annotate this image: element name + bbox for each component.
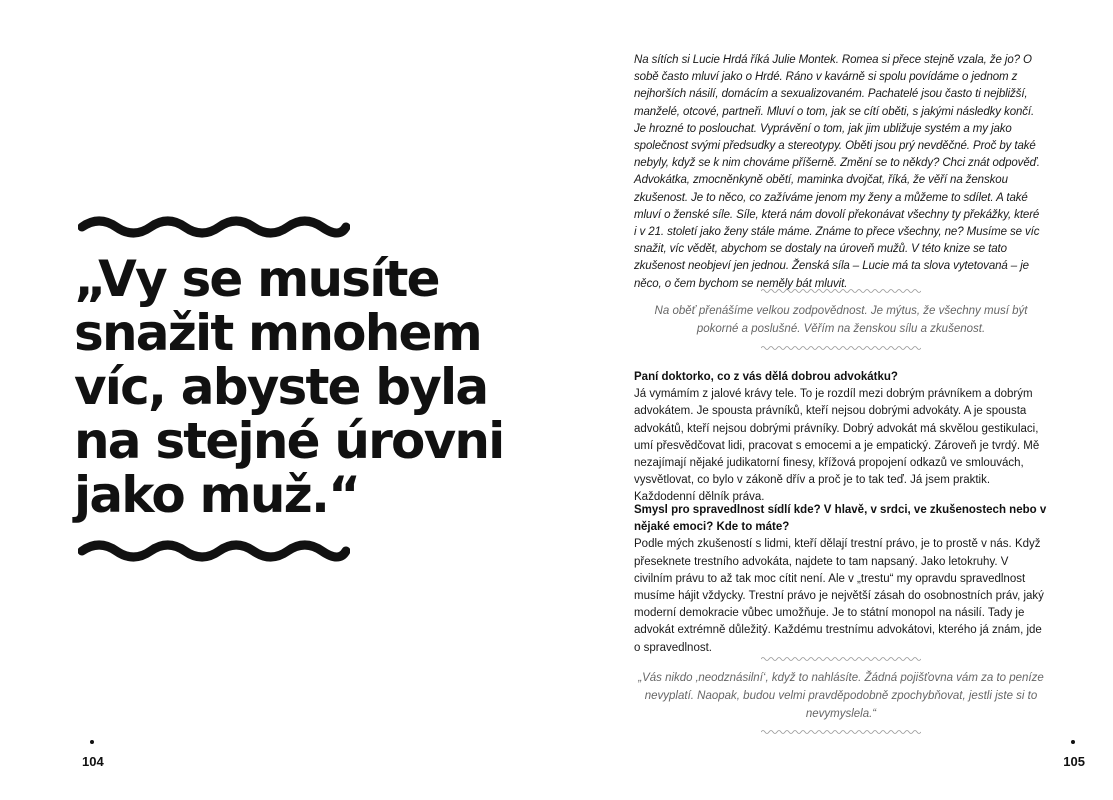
- squiggle-divider: [761, 656, 921, 662]
- pull-quote-2: „Vás nikdo ‚neodznásilní‘, když to nahlásíte. Žádná pojišťovna vám za to peníze nevyplatí. Naopak, budou velmi pravděpodobně zpochybňovat, jestli jste si to nevymyslela.“: [638, 672, 1044, 720]
- wave-ornament-top: [78, 212, 350, 242]
- interview-answer: Podle mých zkušeností s lidmi, kteří dělají trestní právo, je to prostě v nás. Když přeseknete trestního advokáta, najdete to tam napsaný. Jako letokruhy. V civilním právu to až tak moc cítit není. Ale v „trestu“ my opravdu spravedlnost musíme hájit vždycky. Trestní právo je největší zásah do osobnostních práv, jaký moderní demokracie vůbec umožňuje. Je to státní monopol na násilí. Tady je advokát extrémně důležitý. Každému trestnímu advokátovi, kterého já znám, jde o spravedlnost.: [634, 538, 1044, 654]
- page-number-left: 104: [82, 754, 104, 769]
- squiggle-divider: [761, 345, 921, 351]
- interview-answer: Já vymámím z jalové krávy tele. To je rozdíl mezi dobrým právníkem a dobrým advokátem. Je spousta právníků, kteří nejsou dobrými advokáty. A je spousta advokátů, kteří nejsou dobrými právníky. Dobrý advokát má skvělou gestikulaci, umí přesvědčovat lidi, pracovat s emocemi a je empatický. Zároveň je tvrdý. Mě nezajímají nějaké judikatorní finesy, křížová propojení odkazů ve smlouvách, vysvětlovat, co bylo v zákoně dřív a proč je to tak teď. Já jsem praktik. Každodenní dělník práva.: [634, 388, 1040, 504]
- headline-line: „Vy se musíte: [74, 250, 439, 308]
- right-page: [556, 0, 1113, 800]
- headline-line: jako muž.“: [74, 466, 360, 524]
- headline-line: na stejné úrovni: [74, 412, 504, 470]
- interview-question: Paní doktorko, co z vás dělá dobrou advokátku?: [634, 371, 898, 383]
- interview-question: Smysl pro spravedlnost sídlí kde? V hlavě, v srdci, ve zkušenostech nebo v nějaké emoci? Kde to máte?: [634, 504, 1047, 534]
- interview-block-1: [634, 369, 1048, 507]
- interview-block-2: [634, 502, 1048, 657]
- headline-line: víc, abyste byla: [74, 358, 488, 416]
- wave-ornament-bottom: [78, 536, 350, 566]
- page-marker-dot: [1071, 740, 1075, 744]
- left-page: [0, 0, 556, 800]
- squiggle-divider: [761, 729, 921, 735]
- squiggle-divider: [761, 288, 921, 294]
- pull-quote-1: Na oběť přenášíme velkou zodpovědnost. Je mýtus, že všechny musí být pokorné a poslušné. Věřím na ženskou sílu a zkušenost.: [654, 305, 1028, 335]
- pull-quote-headline: [74, 252, 514, 522]
- page-marker-dot: [90, 740, 94, 744]
- intro-paragraph: Na sítích si Lucie Hrdá říká Julie Montek. Romea si přece stejně vzala, že jo? O sobě často mluví jako o Hrdé. Ráno v kavárně si spolu povídáme o jednom z nejhorších násilí, domácím a sexualizovaném. Pachatelé jsou často ti nejbližší, manželé, otcové, partneři. Mluví o tom, jak se cítí oběti, s jakými následky končí. Je hrozné to poslouchat. Vyprávění o tom, jak jim ubližuje systém a my jako společnost svými předsudky a stereotypy. Oběti jsou prý nevděčné. Proč by také nebyly, když se k nim chováme příšerně. Změní se to někdy? Chci znát odpověď. Advokátka, zmocněnkyně obětí, maminka dvojčat, říká, že věří na ženskou zkušenost. Je to něco, co zažíváme jenom my ženy a můžeme to sdílet. A také mluví o ženské síle. Síle, která nám dovolí překonávat všechny ty překážky, které i v 21. století jako ženy stále máme. Známe to přece všechny, ne? Musíme se víc snažit, víc vědět, abychom se dostaly na úroveň mužů. V této knize se tato zkušenost neobjeví jen jednou. Ženská síla – Lucie má ta slova vytetovaná – je něco, o čem bychom se neměly bát mluvit.: [634, 54, 1040, 290]
- headline-line: snažit mnohem: [74, 304, 481, 362]
- page-number-right: 105: [1063, 754, 1085, 769]
